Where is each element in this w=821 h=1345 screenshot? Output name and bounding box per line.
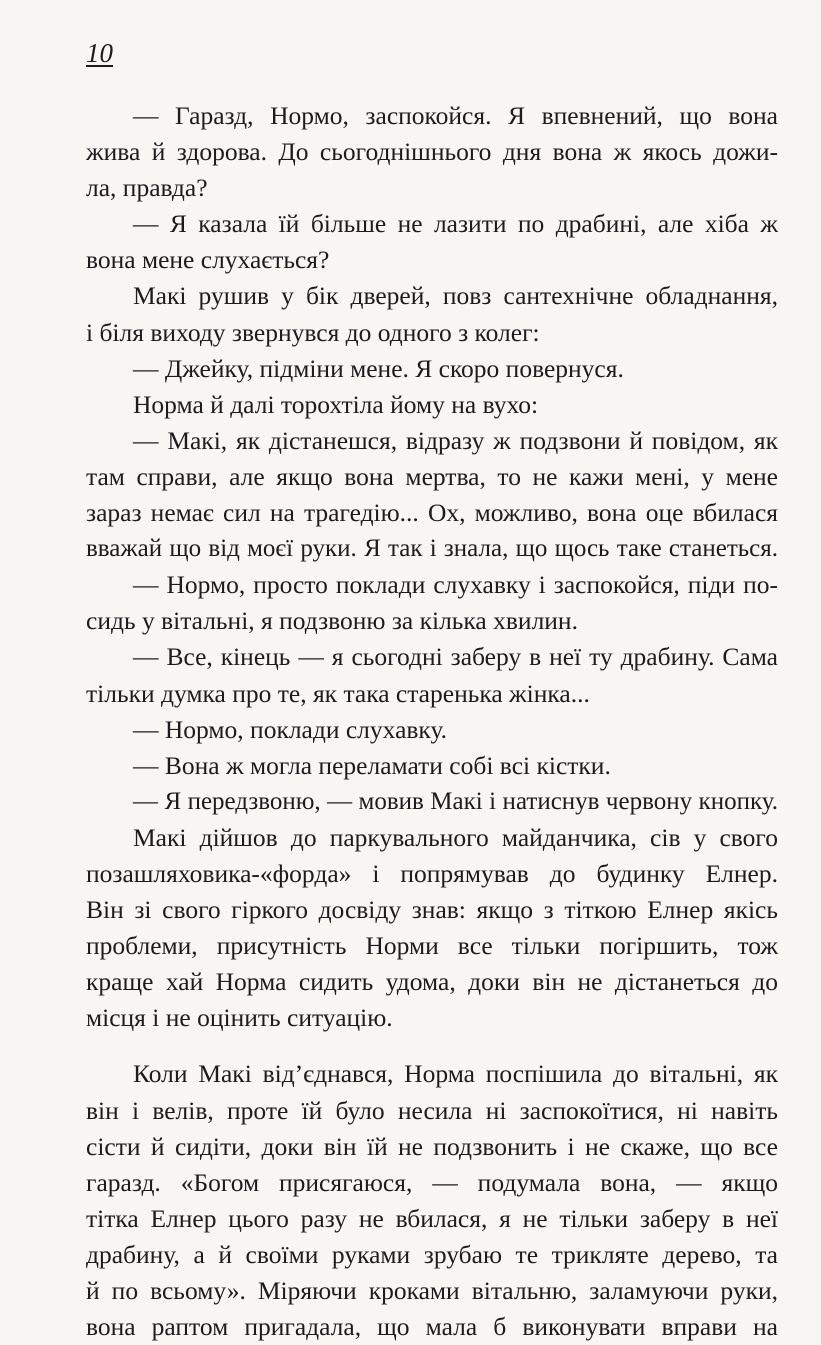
text-line: драбину, а й своїми руками зрубаю те трикляте дерево, та [86, 1239, 778, 1269]
text-line: Макі рушив у бік дверей, повз сантехнічне обладнання, [133, 281, 778, 311]
text-line: — Гаразд, Нормо, заспокойся. Я впевнений, що вона [133, 101, 778, 130]
text-line: — Нормо, просто поклади слухавку і заспокойся, піди по- [133, 570, 778, 600]
text-line: тільки думка про те, як така старенька жінка... [86, 678, 590, 708]
text-line: позашляховика-«форда» і попрямував до будинку Елнер. [86, 858, 778, 888]
text-line: краще хай Норма сидить удома, доки він не дістанеться до [86, 967, 778, 997]
text-line: й по всьому». Міряючи кроками вітальню, заламуючи руки, [86, 1276, 778, 1305]
text-line: сісти й сидіти, доки він їй не подзвонить і не скаже, що все [86, 1131, 778, 1161]
text-line: вона мене слухається? [86, 245, 330, 275]
text-line: гаразд. «Богом присягаюся, — подумала вона, — якщо [86, 1167, 778, 1197]
text-line: вважай що від моєї руки. Я так і знала, що щось таке станеться. [86, 535, 778, 563]
text-line: Коли Макі від’єднався, Норма поспішила до вітальні, як [133, 1059, 778, 1089]
text-line: — Я казала їй більше не лазити по драбині, але хіба ж [133, 209, 778, 239]
text-line: Норма й далі торохтіла йому на вухо: [133, 389, 539, 419]
text-line: — Вона ж могла переламати собі всі кістки. [133, 750, 611, 780]
text-line: — Я передзвоню, — мовив Макі і натиснув червону кнопку. [133, 787, 778, 815]
text-line: і біля виходу звернувся до одного з колег: [86, 317, 540, 347]
text-line: сидь у вітальні, я подзвоню за кілька хвилин. [86, 606, 578, 636]
text-line: там справи, але якщо вона мертва, то не кажи мені, у мене [86, 461, 778, 491]
text-line: Макі дійшов до паркувального майданчика, сів у свого [133, 822, 778, 852]
text-line: Він зі свого гіркого досвіду знав: якщо з тіткою Елнер якісь [86, 895, 778, 925]
text-line: зараз немає сил на трагедію... Ох, можливо, вона оце вбилася [86, 498, 778, 528]
page-number: 10 [86, 38, 113, 68]
body-text [86, 98, 778, 1345]
text-line: ла, правда? [86, 173, 208, 203]
text-line: — Нормо, поклади слухавку. [133, 714, 448, 744]
text-line: — Джейку, підміни мене. Я скоро повернуся. [133, 353, 624, 383]
text-line: — Макі, як дістанешся, відразу ж подзвони й повідом, як [133, 425, 778, 455]
text-line: вона раптом пригадала, що мала б виконувати вправи на [86, 1312, 778, 1342]
text-line: — Все, кінець — я сьогодні заберу в неї ту драбину. Сама [133, 642, 778, 672]
text-line: він і велів, проте їй було несила ні заспокоїтися, ні навіть [86, 1095, 778, 1125]
text-line: проблеми, присутність Норми все тільки погіршить, тож [86, 931, 778, 961]
text-line: місця і не оцінить ситуацію. [86, 1003, 393, 1033]
text-line: жива й здорова. До сьогоднішнього дня вона ж якось дожи- [86, 137, 778, 167]
text-line: тітка Елнер цього разу не вбилася, я не тільки заберу в неї [86, 1203, 778, 1233]
